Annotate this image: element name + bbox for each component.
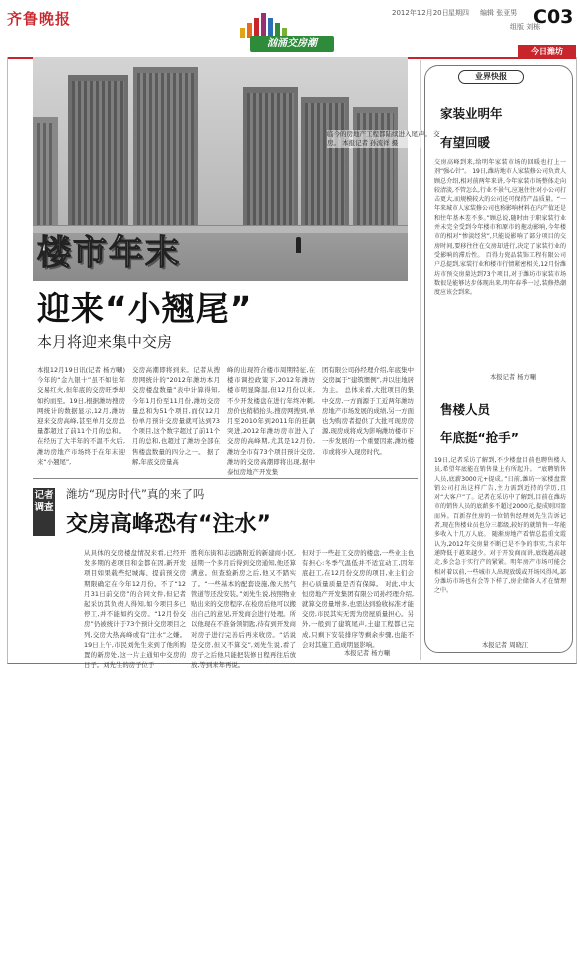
- second-story-headline: 交房高峰恐有“注水”: [66, 512, 271, 537]
- second-story-byline: 本报记者 杨方唰: [344, 650, 391, 657]
- sidebar-story2-headline-1: 售楼人员: [440, 402, 491, 417]
- lead-headline-top: 楼市年末: [37, 233, 181, 273]
- page-layout-editor: 组版 刘栋: [510, 23, 541, 31]
- section-header: [222, 6, 332, 56]
- sidebar-story2-text: 19日,记者采访了解到,不少楼盘目前也聘售楼人员,希望年底能在销售量上有所起升。 “底聘销售人员,底薪3000元+提成。”日前,潍坊一家楼盘置销公司打出这样广告,主力需到近持的学历,且对“大客户”了。记者在采访中了解到,目前在潍坊市的销售人员的底薪多不超过2000元,提成则因盈而异。百新存住房的一位销售经理刘先生告诉记者,现在售楼业员也分三都级,较好的就销售一年能多收入十几万人底。 随渐房地产看情总监重文霞认为,2012年交房量不断已是不争的事实,当求年递降低于越来越少。对于开发商而讲,底线越高越走,多会急于实行产的紧紧。明年房产市场可能会相对着以前,一些城市人出现放缓或开场风得风,部分潍坊市场也有会等下样了,房企储备人才在情理之中。: [434, 457, 566, 595]
- second-story-kicker: 潍坊“现房时代”真的来了吗: [66, 487, 205, 501]
- second-column-3: 但对于一些赶工交房的楼盘,一些业主也有担心:冬季气温低并不适宜动工,因年底赶工,在12月份交房的项目,业主们会担心质量质量是否有保障。 对此,中太恒房地产开发集团有限公司孙经理介绍,就算交房量增多,也需达到验收标准才能交房,市民其实无需为房屋质量担心。另外,一般到了建筑尾声,土建工程都已完成,只剩下安装排序等剩余步骤,也能不会对其施工造成明显影响。: [302, 549, 414, 649]
- page-editor: 编辑 张亚男: [480, 9, 518, 17]
- lead-headline-main: 迎来“小翘尾”: [37, 289, 253, 328]
- sidebar-story1-byline: 本报记者 杨方唰: [490, 374, 537, 381]
- sidebar-tag: 业界快报: [458, 70, 524, 84]
- lead-column-4: 团有限公司孙经理介绍,年底集中交房属于“建筑惯例”,并以往地居为主。 总体来看,大批项目的集中交房,一方面源于工近两年潍坊房地产市场发展的成绩,另一方面也为购房者提供了大批可现房房源,现房成将成为影响潍坊楼市下一步发展的一个重要因素,潍坊楼市或将步入现房时代。: [322, 366, 414, 456]
- page-tag: 今日潍坊: [518, 45, 576, 59]
- reporter-investigation-tag: 记者调查: [33, 488, 55, 536]
- sidebar-story2-byline: 本报记者 周晓江: [482, 642, 529, 649]
- sidebar-story2-headline-2: 年底挺“抢手”: [440, 430, 519, 445]
- pedestrian-figure: [296, 237, 301, 253]
- page-number: C03: [533, 6, 574, 28]
- section-bars-icon: [234, 8, 294, 38]
- column-divider: [420, 60, 421, 660]
- issue-weekday: 星期四: [448, 9, 469, 17]
- second-column-1: 从具体的交房楼盘情况来看,已经开发多期的老项目和金都在因,新开发项目如果载些纪城海、提前预交房期限确定在今年12月份。不了“12月31日前交房”的合同文件,但记者起采访其负责人得知,如今项目多已停工,并不能如约交房。“12月份交房”仍被统计于73个预计交房项目之列,交房大热高峰或有“注水”之嫌。 19日上午,市民刘先生来到了他所购置的新房处,这一片主通知中交房的日子。刘先生的房子位于: [84, 549, 186, 670]
- story-separator: [33, 478, 418, 479]
- issue-date: 2012年12月20日: [392, 9, 449, 17]
- lead-subheadline: 本月将迎来集中交房: [37, 333, 173, 351]
- lead-column-2: 交房高潮即将到来。记者从搜房网统计的“2012年潍坊本月交房楼盘数量”表中计算得知,今年1月份至11月份,潍坊交房量总和为51个项目,而仅12月份单月预计交房量就可达到73个项目,这个数字超过了前11个月的总和,也超过了潍坊全部在售楼盘数量的四分之一。 据了解,年底交房量高: [132, 366, 220, 466]
- photo-caption: 临今的房地产工程都陆续进入尾声。 交房。 本报记者 孙流祥 摄: [327, 130, 445, 148]
- sidebar-story1-headline-1: 家装业明年: [440, 106, 503, 121]
- sidebar-story1-text: 交房高峰到来,给明年家装市场的回暖也打上一剂“强心针”。 19日,潍坊地市人家装修公司负责人顾总介绍,相对前两年来讲,今年家装市场整体走向较清淡,不管怎么,行业不景气,应退住往对小公司打击更大,而规模较大的公司还可保持产品质量。“一年来城市人家装修公司也称影响材料在内产值还是和往年基本差不多。”顾总说,随时由于职家装行业并未完全受到今年楼市和原市的拖动影响,今年楼市的相对“惨淡经营”,只能说影响了部分项目的交房时间,要移往往在交房却进行,决定了家装行业的受影响的滞后性。 百得力瓷品装饰工程有限公司户总提到,家装行业和楼市行情紧密相关,12月份潍坊市预交房量达到73个项目,对于潍坊市家装市场数很是能够达步体现出来,明年春季一过,装修热潮度应该会到来。: [434, 159, 567, 297]
- sidebar-story1-headline-2: 有望回暖: [440, 135, 491, 150]
- lead-column-1: 本报12月19日讯(记者 杨方唰)今年的“金九银十”虽不如往年交易红火,但年底的交房旺季却如约而至。19日,根据潍坊搜房网统计的数据显示,12月,潍坊迎来交房高峰,甚至单月交房总量都超过了前11个月的总和。 在经历了大半年的不温不火后,潍坊房地产市场终于在年末迎来“小翘尾”,: [37, 366, 125, 466]
- section-name: 汹涌交房潮: [250, 36, 334, 52]
- second-column-2: 胜利东街和志远路附近的新建商小区,延期一个多月后得到交房通知,他还算满意。但查验新房之后,他又不踏实了。“一些基本的配套设施,像天然气管道等还没安装。”刘先生说,按照物业贴出来的交房程序,在检房后他可以搬出自己的意见,开发商会进行处理。所以他现在不准备领钥匙,待有到开发商对房子进行完善后再来收房。“话说是交房,但又不算交”,刘先生说,看了房子之后他只能把装修日程再往后放放,等到来年再说。: [191, 549, 296, 670]
- masthead-logo: 齐鲁晚报: [7, 10, 72, 28]
- lead-column-3: 峰的出现符合楼市周期特征,在楼市调控政策下,2012年潍坊楼市明显降温,但12月份以来,不少开发楼盘在进行年终冲刺,房价也稍稍抬头,搜房网搜到,单月至2010年到2011年的狂飙突进,2012年潍坊房市进入了交房的高峰期,尤其是12月份,潍坊全市有73个项目预计交房,潍坊的交房高潮即将出现,据中泰恒房地产开发集: [227, 366, 315, 477]
